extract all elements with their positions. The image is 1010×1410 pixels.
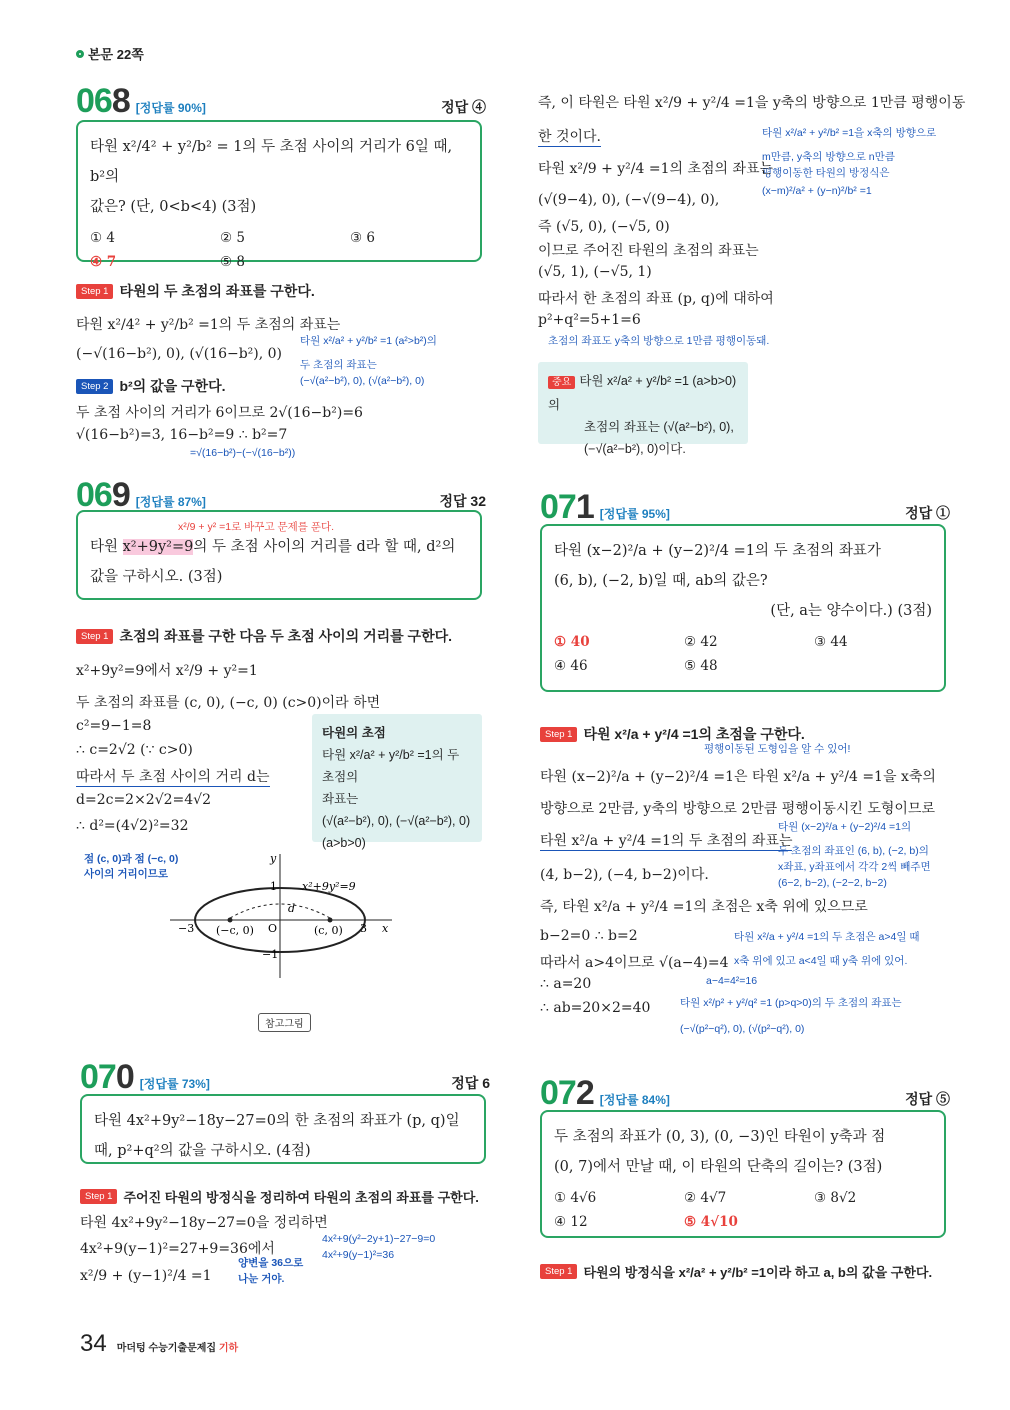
choice[interactable]: ① 40 [554,634,590,650]
question-line: 타원 x²/4² + y²/b² = 1의 두 초점 사이의 거리가 6일 때, b²의 [90,139,453,185]
question-line: 값을 구하시오. (3점) [90,569,223,585]
choice[interactable]: ① 4√6 [554,1190,597,1206]
step-text: 타원의 방정식을 x²/a² + y²/b² =1이라 하고 a, b의 값을 구한다. [583,1265,933,1280]
focus-point [228,918,233,923]
choice[interactable]: ④ 7 [90,254,117,270]
problem-068-header [76,82,486,121]
solution-line: 타원 x²/9 + y²/4 =1의 초점의 좌표는 [538,161,774,177]
solution-line: 두 초점 사이의 거리가 6이므로 2√(16−b²)=6 [76,405,363,421]
annotation: a−4=4²=16 [706,975,758,987]
choice[interactable]: ③ 44 [814,634,848,650]
step-text: 타원의 두 초점의 좌표를 구한다. [119,283,315,299]
annotation: x축 위에 있고 a<4일 때 y축 위에 있어. [734,955,908,967]
solution-line: x²/9 + (y−1)²/4 =1 [80,1268,212,1284]
answer-label: 정답 6 [451,1075,490,1091]
annotation: 양변을 36으로 [238,1257,304,1269]
problem-070-box [80,1094,486,1164]
fig-label: y [270,852,277,865]
answer-label: 정답 ④ [441,99,486,115]
annotation: 평행이동한 타원의 방정식은 [762,167,890,179]
annotation: (−√(a²−b²), 0), (√(a²−b²), 0) [300,375,425,387]
highlight: x²+9y²=9 [122,539,194,555]
question-line: 타원 (x−2)²/a + (y−2)²/4 =1의 두 초점의 좌표가 [554,543,881,559]
annotation: 점 (c, 0)과 점 (−c, 0) [84,853,179,865]
solution-line: p²+q²=5+1=6 [538,312,641,328]
question-line: (6, b), (−2, b)일 때, ab의 값은? [554,573,768,589]
problem-069-box [76,510,482,600]
choice[interactable]: ① 4 [90,230,115,246]
solution-line: 방향으로 2만큼, y축의 방향으로 2만큼 평행이동시킨 도형이므로 [540,801,935,817]
choice[interactable]: ③ 6 [350,230,375,246]
annotation: 타원 x²/p² + y²/q² =1 (p>q>0)의 두 초점의 좌표는 [680,997,902,1009]
problem-072-box [540,1110,946,1238]
step-tag: Step 1 [76,284,113,299]
solution-line: 따라서 두 초점 사이의 거리 d는 [76,766,270,787]
header-label: 본문 22쪽 [88,47,144,62]
important-line: (−√(a²−b²), 0)이다. [584,442,686,456]
question-line: (0, 7)에서 만날 때, 이 타원의 단축의 길이는? (3점) [554,1159,883,1175]
step-text: 주어진 타원의 방정식을 정리하여 타원의 초점의 좌표를 구한다. [123,1190,479,1205]
step-tag: Step 1 [80,1189,117,1204]
hint-annotation: x²/9 + y² =1로 바꾸고 문제를 푼다. [178,521,335,533]
correct-rate: [정답률 95%] [599,507,670,521]
problem-number: 070 [80,1058,134,1096]
annotation: 4x²+9(y−1)²=36 [322,1249,395,1261]
question-line: 두 초점의 좌표가 (0, 3), (0, −3)인 타원이 y축과 점 [554,1129,886,1145]
problem-072-header [540,1074,950,1113]
question-line: 타원 x²+9y²=9의 두 초점 사이의 거리를 d라 할 때, d²의 [90,539,456,555]
book-title: 마더텅 수능기출문제집 기하 [116,1343,239,1354]
annotation: 타원 (x−2)²/a + (y−2)²/4 =1의 [778,821,912,833]
correct-rate: [정답률 73%] [139,1077,210,1091]
page-number: 34 [80,1330,107,1357]
solution-line: 타원 (x−2)²/a + (y−2)²/4 =1은 타원 x²/a + y²/4 =1을 x축의 [540,769,936,785]
annotation: 두 초점의 좌표인 (6, b), (−2, b)의 [778,845,929,857]
solution-line: 즉 (√5, 0), (−√5, 0) [538,219,670,235]
step-tag: Step 1 [540,1264,577,1279]
concept-line: 타원 x²/a² + y²/b² =1의 두 초점의 [322,748,460,784]
annotation: 타원 x²/a² + y²/b² =1을 x축의 방향으로 [762,127,937,139]
choice[interactable]: ② 4√7 [684,1190,727,1206]
solution-line: (4, b−2), (−4, b−2)이다. [540,867,709,883]
annotation: =√(16−b²)−(−√(16−b²)) [190,447,296,459]
solution-line: √(16−b²)=3, 16−b²=9 ∴ b²=7 [76,427,288,443]
concept-line: (a>b>0) [322,836,366,850]
fig-label: x [382,922,389,935]
fig-label: d [288,902,296,915]
important-line: 중요 타원 x²/a² + y²/b² =1 (a>b>0)의 [548,374,737,412]
choice[interactable]: ⑤ 8 [220,254,245,270]
step-tag: Step 1 [76,629,113,644]
question-line: (단, a는 양수이다.) (3점) [770,603,932,619]
concept-box [312,714,482,850]
solution-line: ∴ d²=(4√2)²=32 [76,818,189,834]
choice[interactable]: ④ 12 [554,1214,588,1230]
choice[interactable]: ④ 46 [554,658,588,674]
solution-line: 4x²+9(y−1)²=27+9=36에서 [80,1241,275,1257]
solution-line: 타원 x²/4² + y²/b² =1의 두 초점의 좌표는 [76,317,341,333]
solution-line: (−√(16−b²), 0), (√(16−b²), 0) [76,346,283,362]
solution-line: ∴ c=2√2 (∵ c>0) [76,742,193,758]
page-footer [80,1330,238,1358]
solution-line: 타원 x²/a + y²/4 =1의 두 초점의 좌표는 [540,830,792,851]
solution-line: (√5, 1), (−√5, 1) [538,264,652,280]
correct-rate: [정답률 90%] [135,101,206,115]
solution-line: 두 초점의 좌표를 (c, 0), (−c, 0) (c>0)이라 하면 [76,695,381,711]
step-text: b²의 값을 구한다. [119,378,226,394]
reference-figure-label: 참고그림 [258,1013,311,1032]
step-heading [540,1262,932,1281]
solution-line: b−2=0 ∴ b=2 [540,928,638,944]
correct-rate: [정답률 87%] [135,495,206,509]
annotation: 타원 x²/a + y²/4 =1의 두 초점은 a>4일 때 [734,931,920,943]
step-heading [540,724,805,744]
important-line: 초점의 좌표는 (√(a²−b²), 0), [584,420,734,434]
step-heading [80,1187,479,1206]
solution-line: ∴ ab=20×2=40 [540,1000,651,1016]
choice[interactable]: ② 5 [220,230,245,246]
fig-label: −3 [178,922,195,935]
solution-line: 타원 4x²+9y²−18y−27=0을 정리하면 [80,1215,328,1231]
problem-number: 071 [540,488,594,526]
correct-rate: [정답률 84%] [599,1093,670,1107]
annotation: m만큼, y축의 방향으로 n만큼 [762,151,895,163]
solution-line: ∴ a=20 [540,976,592,992]
annotation: 두 초점의 좌표는 [300,359,377,371]
annotation: (x−m)²/a² + (y−n)²/b² =1 [762,185,872,197]
annotation: (6−2, b−2), (−2−2, b−2) [778,877,887,889]
solution-line: 즉, 타원 x²/a + y²/4 =1의 초점은 x축 위에 있으므로 [540,899,868,915]
step-tag: Step 2 [76,379,113,394]
step-tag: Step 1 [540,727,577,742]
fig-label: −1 [262,948,279,961]
fig-label: O [268,922,278,935]
solution-line: (√(9−4), 0), (−√(9−4), 0), [538,192,720,208]
solution-line: c²=9−1=8 [76,718,152,734]
choice[interactable]: ② 42 [684,634,718,650]
problem-071-header [540,488,950,527]
page-header [76,44,144,63]
annotation: 타원 x²/a² + y²/b² =1 (a²>b²)의 [300,335,437,347]
solution-line: 이므로 주어진 타원의 초점의 좌표는 [538,243,759,259]
annotation: (−√(p²−q²), 0), (√(p²−q²), 0) [680,1023,805,1035]
problem-068-box [76,120,482,270]
important-box [538,362,748,456]
ellipse-figure [170,850,400,980]
circle-icon [76,50,84,58]
solution-line: x²+9y²=9에서 x²/9 + y²=1 [76,663,258,679]
annotation: x좌표, y좌표에서 각각 2씩 빼주면 [778,861,931,873]
fig-label: 3 [360,922,367,935]
step-heading [76,376,226,396]
problem-number: 068 [76,82,130,120]
important-tag: 중요 [548,376,575,389]
choice[interactable]: ⑤ 4√10 [684,1214,738,1230]
fig-label: (−c, 0) [216,924,254,937]
answer-label: 정답 32 [439,493,486,509]
problem-number: 069 [76,476,130,514]
choices [554,1186,932,1234]
annotation: 4x²+9(y²−2y+1)−27−9=0 [322,1233,436,1245]
choices [554,630,932,678]
fig-label: 1 [270,880,277,893]
solution-line: 따라서 한 초점의 좌표 (p, q)에 대하여 [538,291,774,307]
solution-line: 즉, 이 타원은 타원 x²/9 + y²/4 =1을 y축의 방향으로 1만큼 평행이동 [538,95,966,111]
focus-point [328,918,333,923]
annotation: 나눈 거야. [238,1273,285,1285]
choice[interactable]: ⑤ 48 [684,658,718,674]
fig-label: x²+9y²=9 [302,880,356,893]
choice[interactable]: ③ 8√2 [814,1190,857,1206]
question-line: 값은? (단, 0<b<4) (3점) [90,199,257,215]
solution-line: d=2c=2×2√2=4√2 [76,792,212,808]
choices [90,226,468,274]
question-line: 때, p²+q²의 값을 구하시오. (4점) [94,1143,311,1159]
step-text: 초점의 좌표를 구한 다음 두 초점 사이의 거리를 구한다. [119,628,453,644]
fig-label: (c, 0) [314,924,343,937]
question-line: 타원 4x²+9y²−18y−27=0의 한 초점의 좌표가 (p, q)일 [94,1113,460,1129]
step-heading [76,626,452,646]
concept-title: 타원의 초점 [322,726,386,740]
solution-line: 따라서 a>4이므로 √(a−4)=4 [540,955,729,971]
annotation: 사이의 거리이므로 [84,868,169,880]
solution-line: 한 것이다. [538,126,601,147]
answer-label: 정답 ① [905,505,950,521]
problem-071-box [540,524,946,692]
annotation: 초점의 좌표도 y축의 방향으로 1만큼 평행이동돼. [548,335,770,347]
problem-number: 072 [540,1074,594,1112]
step-text: 타원 x²/a + y²/4 =1의 초점을 구한다. [583,726,805,742]
concept-line: (√(a²−b²), 0), (−√(a²−b²), 0) [322,814,471,828]
problem-070-header [80,1058,490,1097]
concept-line: 좌표는 [322,792,359,806]
step-heading [76,281,315,301]
answer-label: 정답 ⑤ [905,1091,950,1107]
annotation: 평행이동된 도형임을 알 수 있어! [704,743,851,755]
